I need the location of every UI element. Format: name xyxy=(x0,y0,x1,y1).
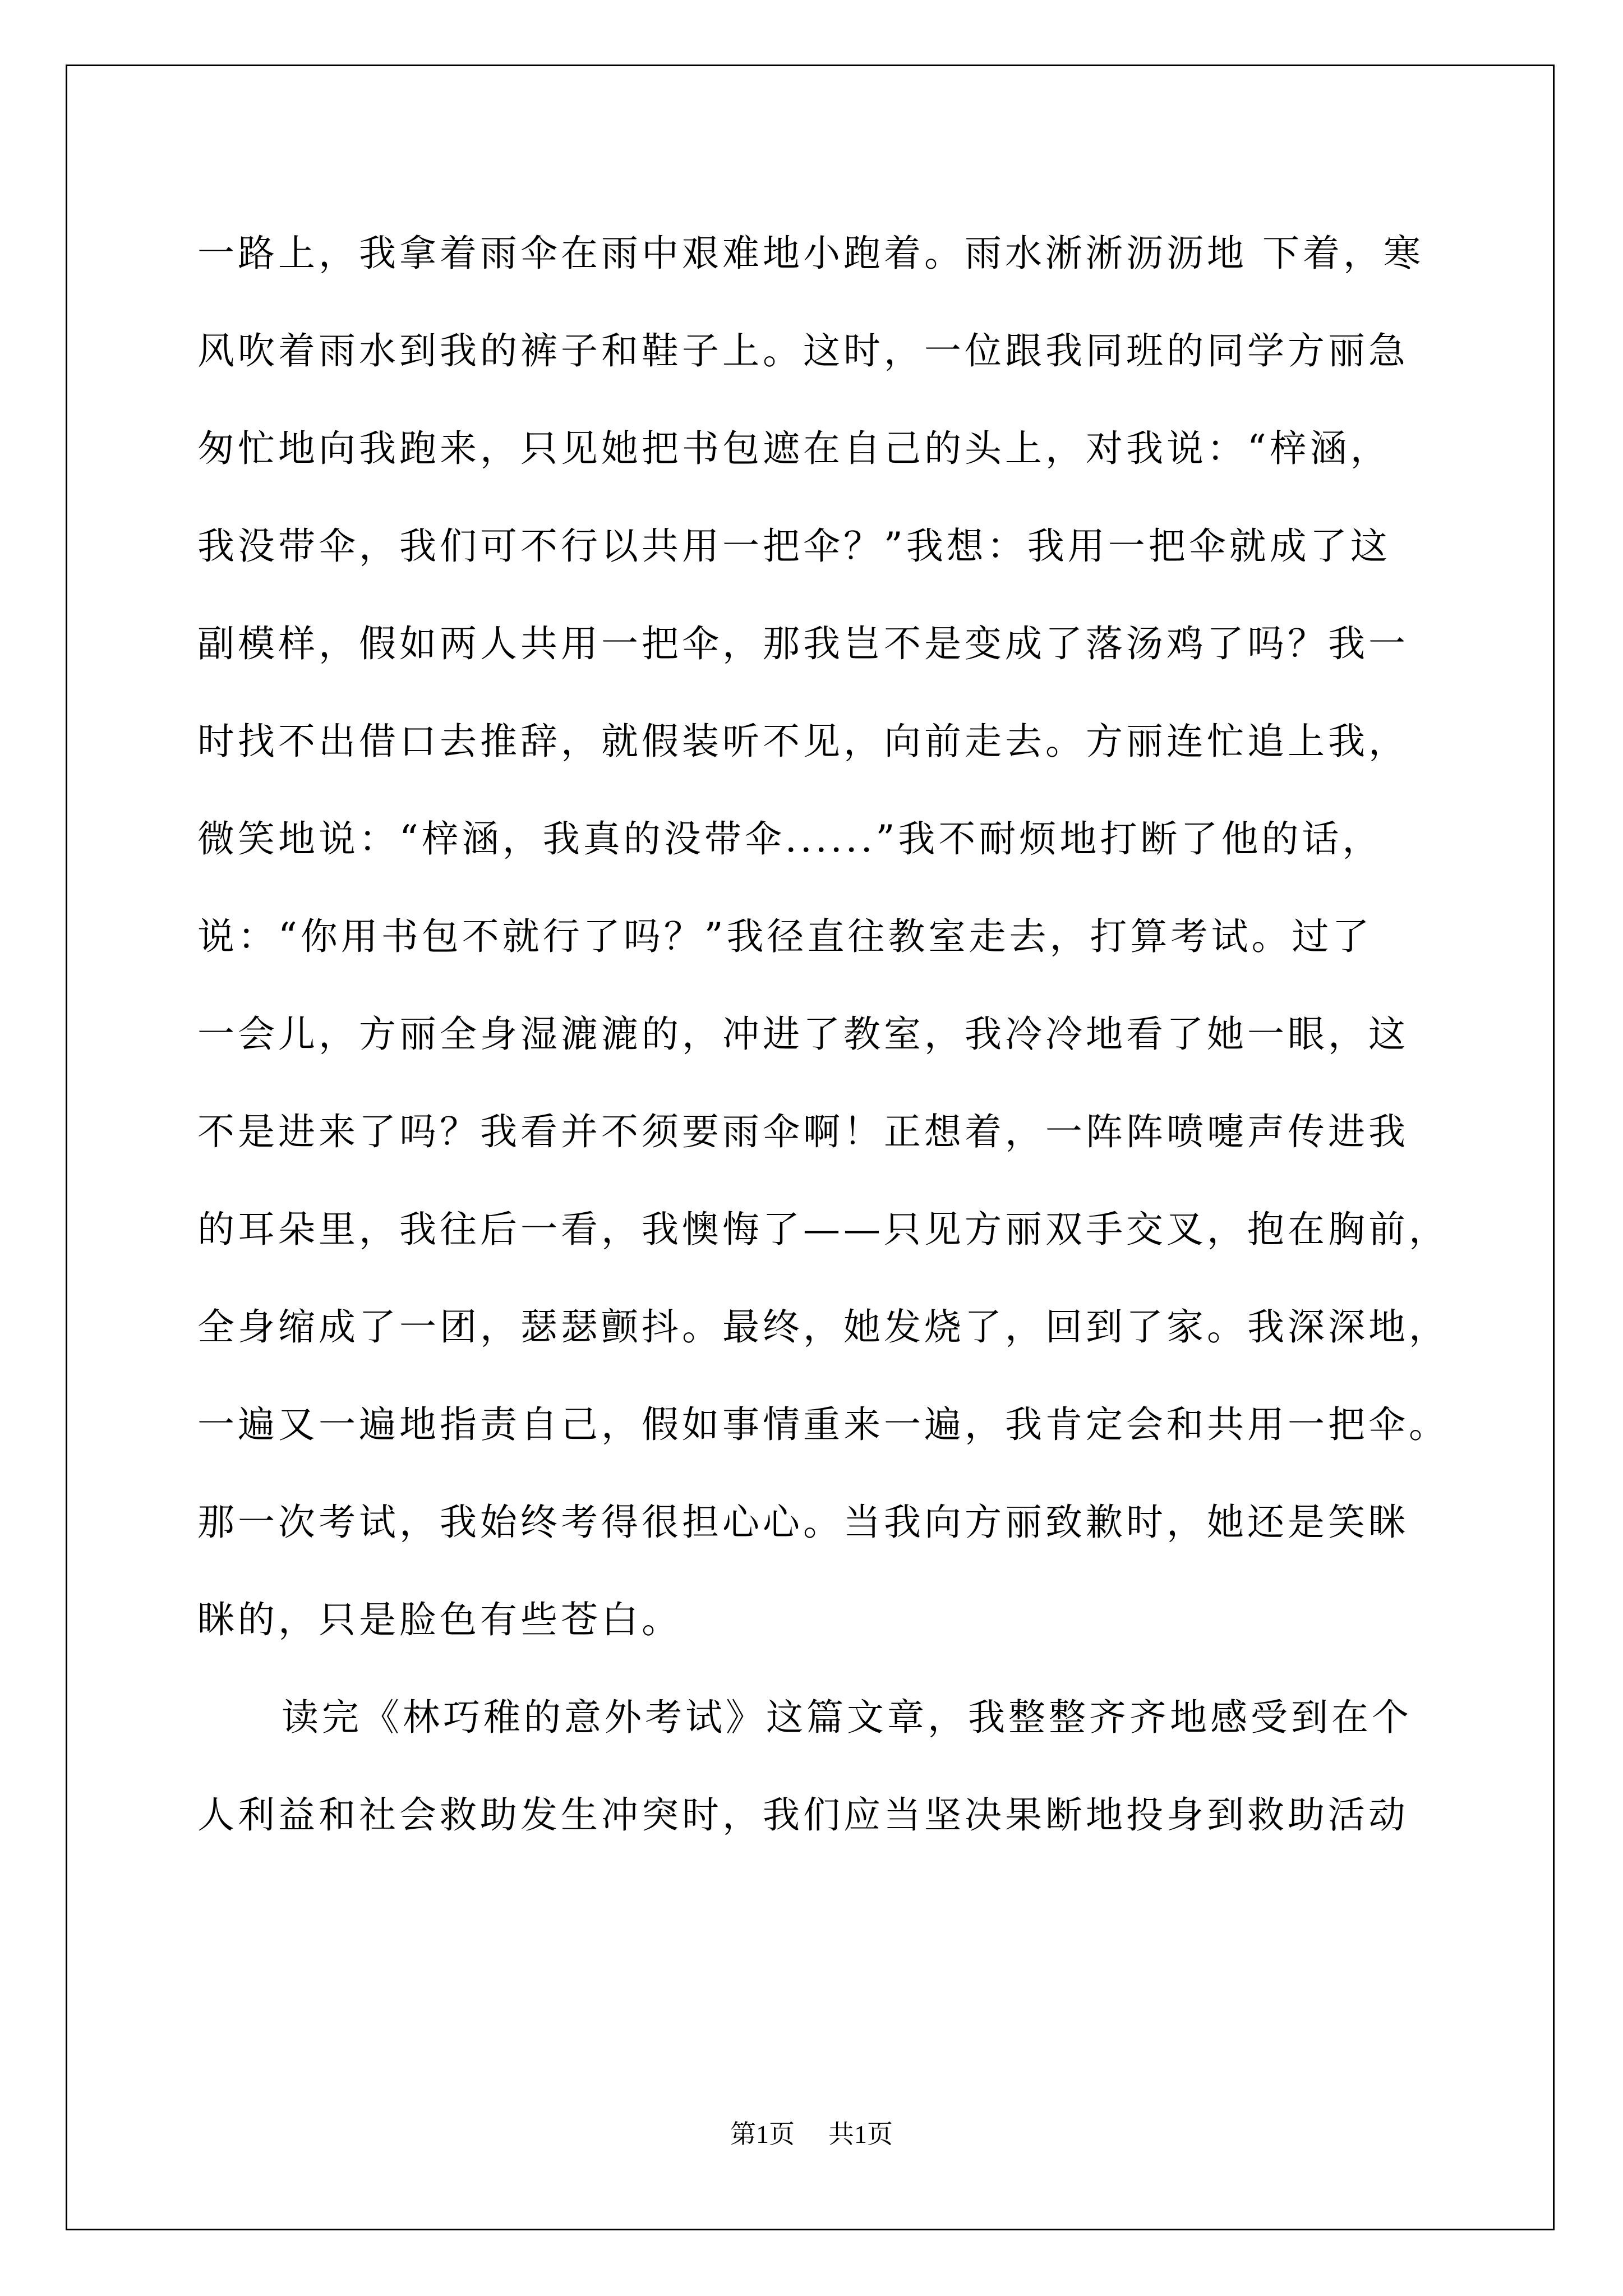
text-line: 不是进来了吗？我看并不须要雨伞啊！正想着，一阵阵喷嚏声传进我 xyxy=(197,1110,1409,1153)
text-line: 全身缩成了一团，瑟瑟颤抖。最终，她发烧了，回到了家。我深深地， xyxy=(197,1305,1449,1349)
text-line: 说：“你用书包不就行了吗？”我径直往教室走去，打算考试。过了 xyxy=(197,915,1373,958)
paragraph-start-line: 读完《林巧稚的意外考试》这篇文章，我整整齐齐地感受到在个 xyxy=(282,1696,1412,1739)
text-line: 那一次考试，我始终考得很担心心。当我向方丽致歉时，她还是笑眯 xyxy=(197,1501,1409,1544)
page-number-total: 共1页 xyxy=(828,2120,893,2148)
text-line: 一会儿，方丽全身湿漉漉的，冲进了教室，我冷冷地看了她一眼，这 xyxy=(197,1013,1409,1056)
text-line: 一路上，我拿着雨伞在雨中艰难地小跑着。雨水淅淅沥沥地 下着，寒 xyxy=(197,232,1424,275)
text-line: 的耳朵里，我往后一看，我懊悔了——只见方丽双手交叉，抱在胸前， xyxy=(197,1208,1449,1251)
document-body xyxy=(197,220,1449,1879)
page-footer xyxy=(0,2118,1623,2151)
text-line: 风吹着雨水到我的裤子和鞋子上。这时，一位跟我同班的同学方丽急 xyxy=(197,329,1409,372)
text-line: 一遍又一遍地指责自己，假如事情重来一遍，我肯定会和共用一把伞。 xyxy=(197,1403,1449,1446)
text-line: 人利益和社会救助发生冲突时，我们应当坚决果断地投身到救助活动 xyxy=(197,1793,1409,1837)
page-number-current: 第1页 xyxy=(730,2120,795,2148)
text-line: 微笑地说：“梓涵，我真的没带伞......”我不耐烦地打断了他的话， xyxy=(197,817,1383,861)
text-line: 匆忙地向我跑来，只见她把书包遮在自己的头上，对我说：“梓涵， xyxy=(197,427,1391,470)
text-line: 副模样，假如两人共用一把伞，那我岂不是变成了落汤鸡了吗？我一 xyxy=(197,622,1409,665)
text-line: 眯的，只是脸色有些苍白。 xyxy=(197,1598,682,1641)
text-line: 我没带伞，我们可不行以共用一把伞？”我想：我用一把伞就成了这 xyxy=(197,524,1391,568)
text-line: 时找不出借口去推辞，就假装听不见，向前走去。方丽连忙追上我， xyxy=(197,720,1409,763)
